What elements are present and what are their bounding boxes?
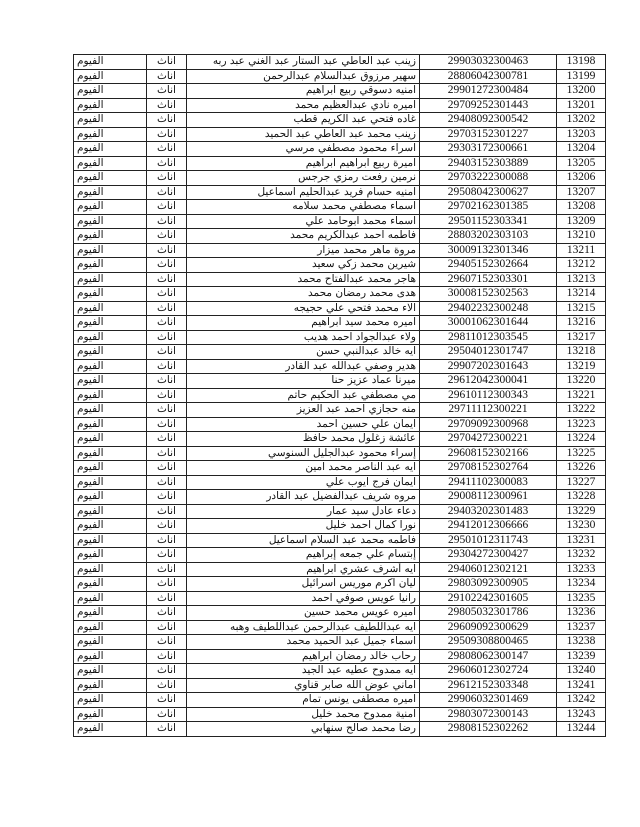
- name-cell: منه حجازي احمد عبد العزيز: [187, 403, 420, 418]
- serial-number-cell: 13243: [557, 707, 606, 722]
- national-id-cell: 29411102300083: [420, 475, 557, 490]
- table-row: [74, 417, 606, 432]
- name-cell: ولاء عبدالجواد احمد هديب: [187, 330, 420, 345]
- gender-cell: اناث: [147, 229, 187, 244]
- name-cell: امنيه دسوقي ربيع ابراهيم: [187, 84, 420, 99]
- name-cell: سهير مرزوق عبدالسلام عبدالرحمن: [187, 69, 420, 84]
- national-id-cell: 29501012311743: [420, 533, 557, 548]
- name-cell: هدى محمد رمضان محمد: [187, 287, 420, 302]
- name-cell: مروه شريف عبدالفضيل عبد القادر: [187, 490, 420, 505]
- name-cell: نرمين رفعت رمزي جرجس: [187, 171, 420, 186]
- results-sheet: [73, 54, 596, 737]
- governorate-cell: الفيوم: [74, 417, 147, 432]
- gender-cell: اناث: [147, 98, 187, 113]
- serial-number-cell: 13221: [557, 388, 606, 403]
- gender-cell: اناث: [147, 359, 187, 374]
- gender-cell: اناث: [147, 664, 187, 679]
- governorate-cell: الفيوم: [74, 548, 147, 563]
- gender-cell: اناث: [147, 127, 187, 142]
- national-id-cell: 29509308800465: [420, 635, 557, 650]
- gender-cell: اناث: [147, 272, 187, 287]
- serial-number-cell: 13214: [557, 287, 606, 302]
- national-id-cell: 29708152302764: [420, 461, 557, 476]
- name-cell: ايه عبداللطيف عبدالرحمن عبداللطيف وهبه: [187, 620, 420, 635]
- gender-cell: اناث: [147, 432, 187, 447]
- name-cell: إبتسام علي جمعه إبراهيم: [187, 548, 420, 563]
- serial-number-cell: 13207: [557, 185, 606, 200]
- governorate-cell: الفيوم: [74, 635, 147, 650]
- national-id-cell: 29609092300629: [420, 620, 557, 635]
- serial-number-cell: 13229: [557, 504, 606, 519]
- serial-number-cell: 13236: [557, 606, 606, 621]
- national-id-cell: 29803092300905: [420, 577, 557, 592]
- name-cell: زينب عبد العاطي عبد الستار عبد الغني عبد ربه: [187, 55, 420, 70]
- national-id-cell: 29704272300221: [420, 432, 557, 447]
- gender-cell: اناث: [147, 461, 187, 476]
- gender-cell: اناث: [147, 243, 187, 258]
- name-cell: اميره عويس محمد حسين: [187, 606, 420, 621]
- gender-cell: اناث: [147, 649, 187, 664]
- table-row: [74, 229, 606, 244]
- gender-cell: اناث: [147, 417, 187, 432]
- national-id-cell: 29709252301443: [420, 98, 557, 113]
- serial-number-cell: 13218: [557, 345, 606, 360]
- name-cell: اماني عوض الله صابر قناوي: [187, 678, 420, 693]
- table-row: [74, 504, 606, 519]
- governorate-cell: الفيوم: [74, 490, 147, 505]
- governorate-cell: الفيوم: [74, 649, 147, 664]
- gender-cell: اناث: [147, 591, 187, 606]
- national-id-cell: 29303172300661: [420, 142, 557, 157]
- table-row: [74, 301, 606, 316]
- governorate-cell: الفيوم: [74, 287, 147, 302]
- name-cell: شيرين محمد زكي سعيد: [187, 258, 420, 273]
- gender-cell: اناث: [147, 722, 187, 737]
- governorate-cell: الفيوم: [74, 446, 147, 461]
- table-row: [74, 461, 606, 476]
- name-cell: ايه عبد الناصر محمد امين: [187, 461, 420, 476]
- table-row: [74, 272, 606, 287]
- table-row: [74, 635, 606, 650]
- table-row: [74, 214, 606, 229]
- names-table: [73, 54, 606, 737]
- table-row: [74, 519, 606, 534]
- name-cell: مي مصطفي عبد الحكيم حاتم: [187, 388, 420, 403]
- national-id-cell: 29803072300143: [420, 707, 557, 722]
- national-id-cell: 29406012302121: [420, 562, 557, 577]
- serial-number-cell: 13219: [557, 359, 606, 374]
- table-row: [74, 258, 606, 273]
- serial-number-cell: 13228: [557, 490, 606, 505]
- national-id-cell: 29607152303301: [420, 272, 557, 287]
- national-id-cell: 29612152303348: [420, 678, 557, 693]
- serial-number-cell: 13223: [557, 417, 606, 432]
- national-id-cell: 29906032301469: [420, 693, 557, 708]
- governorate-cell: الفيوم: [74, 69, 147, 84]
- serial-number-cell: 13231: [557, 533, 606, 548]
- gender-cell: اناث: [147, 403, 187, 418]
- table-row: [74, 693, 606, 708]
- name-cell: ايمان فرج ايوب علي: [187, 475, 420, 490]
- governorate-cell: الفيوم: [74, 591, 147, 606]
- name-cell: فاطمه محمد عبد السلام اسماعيل: [187, 533, 420, 548]
- serial-number-cell: 13198: [557, 55, 606, 70]
- gender-cell: اناث: [147, 84, 187, 99]
- gender-cell: اناث: [147, 620, 187, 635]
- table-row: [74, 490, 606, 505]
- governorate-cell: الفيوم: [74, 475, 147, 490]
- table-row: [74, 606, 606, 621]
- gender-cell: اناث: [147, 548, 187, 563]
- national-id-cell: 29412012306666: [420, 519, 557, 534]
- gender-cell: اناث: [147, 577, 187, 592]
- national-id-cell: 29501152303341: [420, 214, 557, 229]
- serial-number-cell: 13233: [557, 562, 606, 577]
- serial-number-cell: 13206: [557, 171, 606, 186]
- serial-number-cell: 13242: [557, 693, 606, 708]
- gender-cell: اناث: [147, 55, 187, 70]
- gender-cell: اناث: [147, 635, 187, 650]
- governorate-cell: الفيوم: [74, 98, 147, 113]
- national-id-cell: 29402232300248: [420, 301, 557, 316]
- gender-cell: اناث: [147, 330, 187, 345]
- table-row: [74, 475, 606, 490]
- national-id-cell: 29403152303889: [420, 156, 557, 171]
- national-id-cell: 29805032301786: [420, 606, 557, 621]
- governorate-cell: الفيوم: [74, 330, 147, 345]
- national-id-cell: 30009132301346: [420, 243, 557, 258]
- national-id-cell: 29901272300484: [420, 84, 557, 99]
- governorate-cell: الفيوم: [74, 142, 147, 157]
- serial-number-cell: 13237: [557, 620, 606, 635]
- name-cell: ليان اكرم موريس اسرائيل: [187, 577, 420, 592]
- national-id-cell: 29008112300961: [420, 490, 557, 505]
- governorate-cell: الفيوم: [74, 664, 147, 679]
- serial-number-cell: 13230: [557, 519, 606, 534]
- gender-cell: اناث: [147, 388, 187, 403]
- serial-number-cell: 13208: [557, 200, 606, 215]
- name-cell: زينب محمد عبد العاطي عبد الحميد: [187, 127, 420, 142]
- name-cell: اسراء محمود مصطفي مرسي: [187, 142, 420, 157]
- gender-cell: اناث: [147, 519, 187, 534]
- governorate-cell: الفيوم: [74, 678, 147, 693]
- name-cell: اسماء محمد ابوحامد علي: [187, 214, 420, 229]
- gender-cell: اناث: [147, 504, 187, 519]
- national-id-cell: 29808062300147: [420, 649, 557, 664]
- gender-cell: اناث: [147, 316, 187, 331]
- serial-number-cell: 13234: [557, 577, 606, 592]
- table-row: [74, 185, 606, 200]
- serial-number-cell: 13238: [557, 635, 606, 650]
- serial-number-cell: 13222: [557, 403, 606, 418]
- name-cell: إسراء محمود عبدالجليل السنوسي: [187, 446, 420, 461]
- name-cell: ميرنا عماد عزيز حنا: [187, 374, 420, 389]
- gender-cell: اناث: [147, 185, 187, 200]
- gender-cell: اناث: [147, 142, 187, 157]
- national-id-cell: 30008152302563: [420, 287, 557, 302]
- serial-number-cell: 13239: [557, 649, 606, 664]
- table-row: [74, 591, 606, 606]
- governorate-cell: الفيوم: [74, 606, 147, 621]
- governorate-cell: الفيوم: [74, 519, 147, 534]
- governorate-cell: الفيوم: [74, 533, 147, 548]
- gender-cell: اناث: [147, 678, 187, 693]
- national-id-cell: 29811012303545: [420, 330, 557, 345]
- governorate-cell: الفيوم: [74, 171, 147, 186]
- serial-number-cell: 13200: [557, 84, 606, 99]
- table-row: [74, 374, 606, 389]
- serial-number-cell: 13203: [557, 127, 606, 142]
- serial-number-cell: 13211: [557, 243, 606, 258]
- gender-cell: اناث: [147, 69, 187, 84]
- name-cell: ايه ممدوح عطيه عبد الجيد: [187, 664, 420, 679]
- table-row: [74, 707, 606, 722]
- governorate-cell: الفيوم: [74, 272, 147, 287]
- national-id-cell: 29610112300343: [420, 388, 557, 403]
- table-row: [74, 388, 606, 403]
- gender-cell: اناث: [147, 301, 187, 316]
- serial-number-cell: 13217: [557, 330, 606, 345]
- national-id-cell: 29304272300427: [420, 548, 557, 563]
- gender-cell: اناث: [147, 345, 187, 360]
- governorate-cell: الفيوم: [74, 243, 147, 258]
- governorate-cell: الفيوم: [74, 185, 147, 200]
- governorate-cell: الفيوم: [74, 707, 147, 722]
- governorate-cell: الفيوم: [74, 200, 147, 215]
- governorate-cell: الفيوم: [74, 345, 147, 360]
- national-id-cell: 29709092300968: [420, 417, 557, 432]
- governorate-cell: الفيوم: [74, 55, 147, 70]
- name-cell: رضا محمد صالح سنهابي: [187, 722, 420, 737]
- serial-number-cell: 13215: [557, 301, 606, 316]
- national-id-cell: 29612042300041: [420, 374, 557, 389]
- table-row: [74, 316, 606, 331]
- name-cell: ايمان علي حسين احمد: [187, 417, 420, 432]
- national-id-cell: 29504012301747: [420, 345, 557, 360]
- table-row: [74, 664, 606, 679]
- governorate-cell: الفيوم: [74, 577, 147, 592]
- gender-cell: اناث: [147, 475, 187, 490]
- serial-number-cell: 13226: [557, 461, 606, 476]
- gender-cell: اناث: [147, 156, 187, 171]
- serial-number-cell: 13210: [557, 229, 606, 244]
- table-body: [74, 55, 606, 737]
- governorate-cell: الفيوم: [74, 461, 147, 476]
- name-cell: مروة ماهر محمد ميزار: [187, 243, 420, 258]
- gender-cell: اناث: [147, 562, 187, 577]
- gender-cell: اناث: [147, 200, 187, 215]
- national-id-cell: 30001062301644: [420, 316, 557, 331]
- name-cell: امنيه حسام فريد عبدالحليم اسماعيل: [187, 185, 420, 200]
- table-row: [74, 562, 606, 577]
- national-id-cell: 29606012302724: [420, 664, 557, 679]
- gender-cell: اناث: [147, 533, 187, 548]
- serial-number-cell: 13201: [557, 98, 606, 113]
- table-row: [74, 649, 606, 664]
- table-row: [74, 403, 606, 418]
- name-cell: رانيا عويس صوفي احمد: [187, 591, 420, 606]
- governorate-cell: الفيوم: [74, 258, 147, 273]
- governorate-cell: الفيوم: [74, 127, 147, 142]
- serial-number-cell: 13241: [557, 678, 606, 693]
- gender-cell: اناث: [147, 214, 187, 229]
- national-id-cell: 29703152301227: [420, 127, 557, 142]
- governorate-cell: الفيوم: [74, 359, 147, 374]
- table-row: [74, 98, 606, 113]
- serial-number-cell: 13199: [557, 69, 606, 84]
- governorate-cell: الفيوم: [74, 301, 147, 316]
- national-id-cell: 29102242301605: [420, 591, 557, 606]
- table-row: [74, 722, 606, 737]
- national-id-cell: 29403202301483: [420, 504, 557, 519]
- gender-cell: اناث: [147, 374, 187, 389]
- governorate-cell: الفيوم: [74, 214, 147, 229]
- table-row: [74, 533, 606, 548]
- name-cell: اميره نادي عبدالعظيم محمد: [187, 98, 420, 113]
- serial-number-cell: 13220: [557, 374, 606, 389]
- table-row: [74, 171, 606, 186]
- gender-cell: اناث: [147, 490, 187, 505]
- national-id-cell: 29508042300627: [420, 185, 557, 200]
- name-cell: غاده فتحي عبد الكريم قطب: [187, 113, 420, 128]
- table-row: [74, 577, 606, 592]
- governorate-cell: الفيوم: [74, 84, 147, 99]
- gender-cell: اناث: [147, 113, 187, 128]
- table-row: [74, 446, 606, 461]
- national-id-cell: 28803202303103: [420, 229, 557, 244]
- national-id-cell: 29907202301643: [420, 359, 557, 374]
- table-row: [74, 287, 606, 302]
- table-row: [74, 359, 606, 374]
- table-row: [74, 678, 606, 693]
- governorate-cell: الفيوم: [74, 693, 147, 708]
- name-cell: اميره محمد سيد ابراهيم: [187, 316, 420, 331]
- name-cell: هدير وصفي عبدالله عبد القادر: [187, 359, 420, 374]
- gender-cell: اناث: [147, 606, 187, 621]
- national-id-cell: 29405152302664: [420, 258, 557, 273]
- serial-number-cell: 13224: [557, 432, 606, 447]
- table-row: [74, 127, 606, 142]
- table-row: [74, 548, 606, 563]
- governorate-cell: الفيوم: [74, 229, 147, 244]
- name-cell: امنية ممدوح محمد خليل: [187, 707, 420, 722]
- table-row: [74, 200, 606, 215]
- name-cell: اميره مصطفى يونس تمام: [187, 693, 420, 708]
- serial-number-cell: 13235: [557, 591, 606, 606]
- table-row: [74, 156, 606, 171]
- serial-number-cell: 13204: [557, 142, 606, 157]
- governorate-cell: الفيوم: [74, 504, 147, 519]
- national-id-cell: 29711112300221: [420, 403, 557, 418]
- national-id-cell: 29408092300542: [420, 113, 557, 128]
- name-cell: الاء محمد فتحي علي حجيجه: [187, 301, 420, 316]
- gender-cell: اناث: [147, 693, 187, 708]
- national-id-cell: 29702162301385: [420, 200, 557, 215]
- table-row: [74, 113, 606, 128]
- national-id-cell: 29703222300088: [420, 171, 557, 186]
- governorate-cell: الفيوم: [74, 156, 147, 171]
- national-id-cell: 29608152302166: [420, 446, 557, 461]
- serial-number-cell: 13232: [557, 548, 606, 563]
- national-id-cell: 28806042300781: [420, 69, 557, 84]
- governorate-cell: الفيوم: [74, 374, 147, 389]
- serial-number-cell: 13240: [557, 664, 606, 679]
- gender-cell: اناث: [147, 171, 187, 186]
- serial-number-cell: 13213: [557, 272, 606, 287]
- serial-number-cell: 13227: [557, 475, 606, 490]
- name-cell: فاطمه احمد عبدالكريم محمد: [187, 229, 420, 244]
- governorate-cell: الفيوم: [74, 722, 147, 737]
- governorate-cell: الفيوم: [74, 562, 147, 577]
- governorate-cell: الفيوم: [74, 403, 147, 418]
- table-row: [74, 142, 606, 157]
- national-id-cell: 29903032300463: [420, 55, 557, 70]
- name-cell: اميرة ربيع ابراهيم ابراهيم: [187, 156, 420, 171]
- governorate-cell: الفيوم: [74, 620, 147, 635]
- governorate-cell: الفيوم: [74, 316, 147, 331]
- serial-number-cell: 13209: [557, 214, 606, 229]
- name-cell: ايه خالد عبدالنبي حسن: [187, 345, 420, 360]
- table-row: [74, 55, 606, 70]
- serial-number-cell: 13205: [557, 156, 606, 171]
- governorate-cell: الفيوم: [74, 113, 147, 128]
- table-row: [74, 345, 606, 360]
- name-cell: دعاء عادل سيد عمار: [187, 504, 420, 519]
- serial-number-cell: 13212: [557, 258, 606, 273]
- gender-cell: اناث: [147, 707, 187, 722]
- gender-cell: اناث: [147, 287, 187, 302]
- name-cell: هاجر محمد عبدالفتاح محمد: [187, 272, 420, 287]
- governorate-cell: الفيوم: [74, 432, 147, 447]
- table-row: [74, 620, 606, 635]
- table-row: [74, 84, 606, 99]
- serial-number-cell: 13225: [557, 446, 606, 461]
- gender-cell: اناث: [147, 258, 187, 273]
- table-row: [74, 432, 606, 447]
- serial-number-cell: 13202: [557, 113, 606, 128]
- name-cell: اسماء مصطفي محمد سلامه: [187, 200, 420, 215]
- name-cell: ايه أشرف عشري ابراهيم: [187, 562, 420, 577]
- table-row: [74, 243, 606, 258]
- gender-cell: اناث: [147, 446, 187, 461]
- serial-number-cell: 13244: [557, 722, 606, 737]
- name-cell: رحاب خالد رمضان ابراهيم: [187, 649, 420, 664]
- name-cell: نورا كمال احمد خليل: [187, 519, 420, 534]
- table-row: [74, 330, 606, 345]
- name-cell: عائشة زغلول محمد حافظ: [187, 432, 420, 447]
- national-id-cell: 29808152302262: [420, 722, 557, 737]
- serial-number-cell: 13216: [557, 316, 606, 331]
- governorate-cell: الفيوم: [74, 388, 147, 403]
- table-row: [74, 69, 606, 84]
- name-cell: اسماء جميل عبد الحميد محمد: [187, 635, 420, 650]
